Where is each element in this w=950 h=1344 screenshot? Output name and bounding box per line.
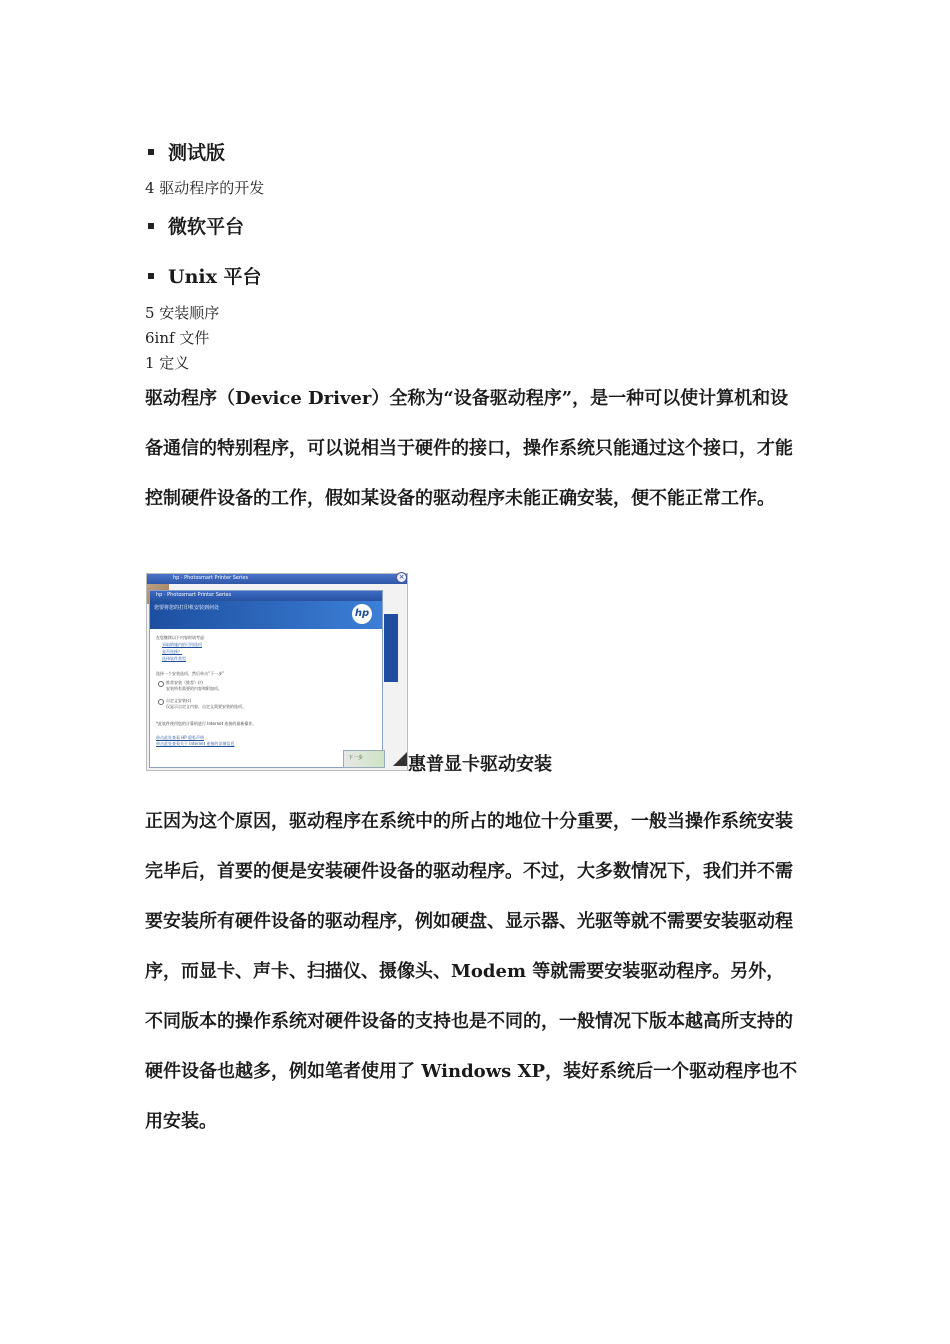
toc-item-label: 微软平台 (168, 216, 245, 238)
toc-item-unix[interactable] (148, 262, 262, 289)
toc-section-4[interactable]: 4 驱动程序的开发 (145, 179, 265, 197)
next-button (343, 750, 385, 768)
radio-icon (158, 681, 164, 687)
dialog-option: 自定义安装(c) (166, 698, 192, 703)
toc-section-5[interactable]: 5 安装顺序 (145, 304, 220, 322)
outer-window-title: hp · Photosmart Printer Series (173, 575, 249, 581)
side-panel (384, 614, 398, 682)
bullet-icon (148, 223, 154, 229)
dialog-option-note: 仅显示自定义内容，自定义需要安装的选项。 (166, 704, 246, 709)
body-text: 正因为这个原因，驱动程序在系统中的所占的地位十分重要，一般当操作系统安装完毕后，首要的便是安装硬件设备的驱动程序。不过，大多数情况下，我们并不需要安装所有硬件设备的驱动程序，例如硬盘、显示器、光驱等就不需要安装驱动程序，而显卡、声卡、扫描仪、摄像头、Modem 等就需要安装驱动程序。另外，不同版本的操作系统对硬件设备的支持也是不同的，一般情况下版本越高所支持的硬件设备也越多，例如笔者使用了 Windows XP，装好系统后一个驱动程序也不用安装。 (145, 811, 798, 1132)
close-icon: × (396, 572, 407, 583)
dialog-option: 推荐安装（推荐）(r) (166, 680, 203, 685)
dialog-text: 选择一个安装选项，然后单击“下一步” (156, 671, 225, 676)
bullet-icon (148, 273, 154, 279)
dialog-link: 单击此处查看 HP 隐私声明 (156, 735, 204, 740)
toc-item-test-version[interactable] (148, 138, 225, 165)
hp-installer-screenshot (146, 573, 408, 771)
radio-icon (158, 699, 164, 705)
dialog-banner (150, 601, 382, 629)
next-button-label: 下一步 (348, 755, 364, 761)
hp-logo-icon: hp (352, 604, 372, 624)
banner-text: 您要将您的打印机安装到何处 (154, 605, 220, 611)
bullet-icon (148, 149, 154, 155)
resize-corner-icon (393, 752, 407, 766)
dialog-link: 采取措施内的可用选项 (162, 642, 202, 647)
dialog-text: *此软件使用您的计算机进行 Internet 连接的最新操作。 (156, 721, 257, 726)
intro-paragraph (145, 374, 800, 524)
dialog-text: 在您继续以下内容时请考虑： (156, 635, 208, 640)
toc-section-6[interactable]: 6inf 文件 (145, 329, 210, 347)
toc-item-microsoft[interactable] (148, 212, 244, 239)
dialog-link: 单击此处查看关于 Internet 连接的详细信息 (156, 741, 235, 746)
intro-text: 驱动程序（Device Driver）全称为“设备驱动程序”，是一种可以使计算机和设备通信的特别程序，可以说相当于硬件的接口，操作系统只能通过这个接口，才能控制硬件设备的工作，假如某设备的驱动程序未能正确安装，便不能正常工作。 (145, 388, 793, 509)
dialog-titlebar (150, 591, 382, 601)
installer-dialog (149, 590, 383, 768)
dialog-title: hp · Photosmart Printer Series (156, 592, 232, 598)
dialog-link: 是否连接？ (162, 649, 182, 654)
figure-caption: 惠普显卡驱动安装 (408, 754, 552, 775)
outer-window-titlebar (147, 574, 407, 584)
dialog-option-note: 安装所有需要的内容和附加项。 (166, 686, 222, 691)
body-paragraph (145, 797, 800, 1147)
toc-item-label: Unix 平台 (168, 266, 262, 288)
toc-section-1[interactable]: 1 定义 (145, 354, 190, 372)
toc-item-label: 测试版 (168, 142, 226, 164)
dialog-link: 选择软件类型 (162, 656, 186, 661)
